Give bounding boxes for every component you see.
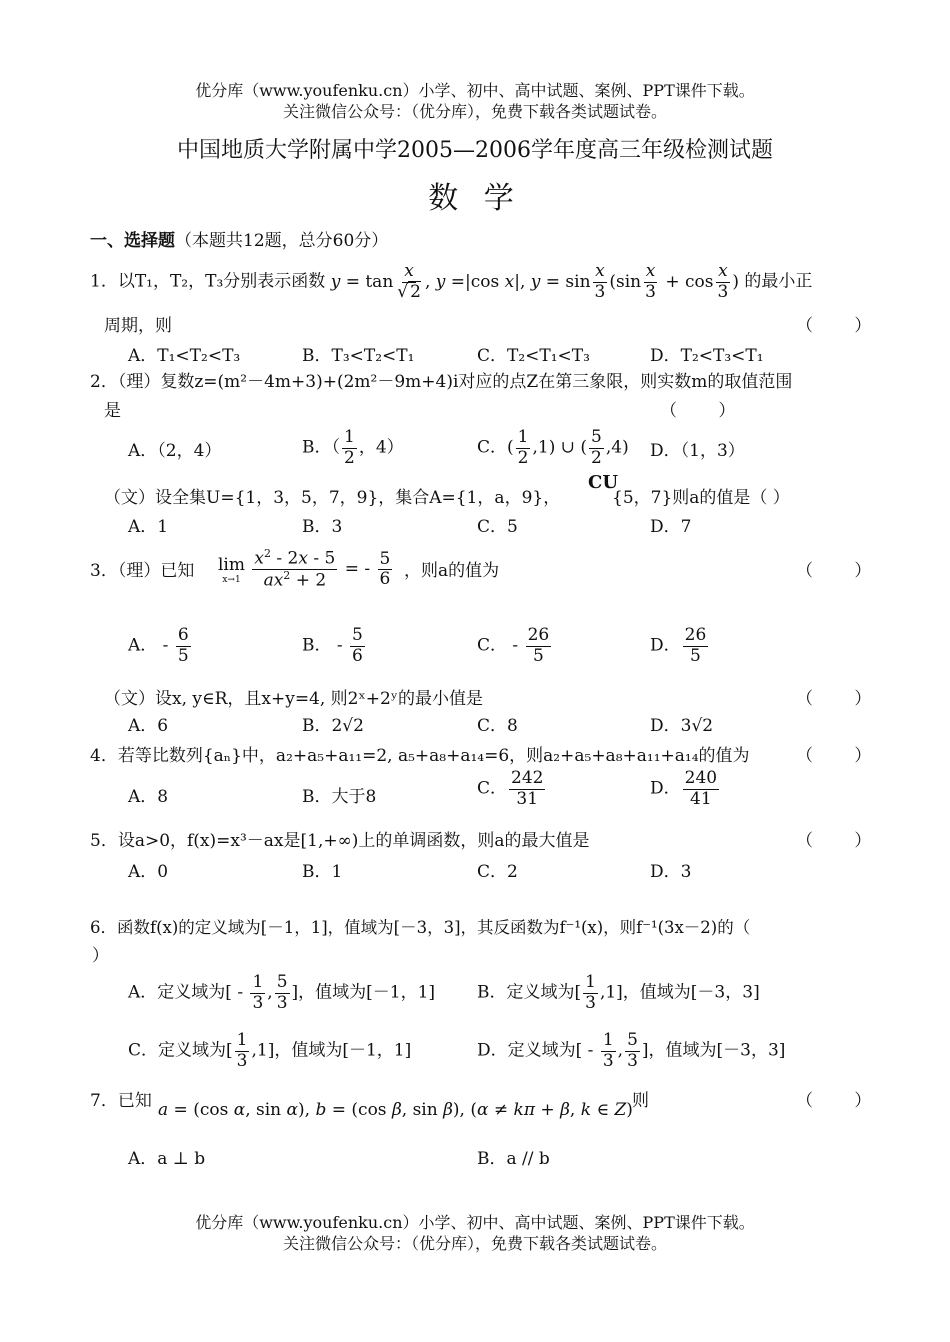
q4-option-a: A．8 [128,787,169,807]
q2-text: 2．（理）复数z=(m²－4m+3)+(2m²－9m+4)i对应的点Z在第三象限，则实数m的取值范围 [90,372,793,392]
q1-option-a: A．T₁<T₂<T₃ [128,346,241,366]
q7-formula: a = (cos α, sin α), b = (cos β, sin β), (α ≠ kπ + β, k ∈ Z) [158,1100,633,1120]
q2-wen-option-b: B．3 [302,517,343,537]
q6-option-c: C．定义域为[ $\frac{1}{3}$ ,1]，值域为[－1，1] [128,1030,412,1071]
q1-text-b: 的最小正 [744,271,813,292]
header-line-2: 关注微信公众号：（优分库），免费下载各类试题试卷。 [282,102,667,121]
section-heading-label: 一、选择题 [90,231,175,251]
q2-option-d: D．（1，3） [650,441,745,461]
q3-text: 3．（理）已知 [90,561,195,581]
q7-option-b: B．a // b [477,1149,550,1169]
q3-option-d: D． $\frac{26}{5}$ [650,625,707,666]
q6-text: 6．函数f(x)的定义域为[－1，1]，值域为[－3，3]，其反函数为f⁻¹(x)，则f⁻¹(3x－2)的（ [90,918,751,937]
q1-option-b: B．T₃<T₂<T₁ [302,346,415,366]
footer-line-1: 优分库（www.youfenku.cn）小学、初中、高中试题、案例、PPT课件下载。 [195,1213,755,1232]
subject-title: 数 学 [428,181,522,216]
q1-option-c: C．T₂<T₁<T₃ [477,346,590,366]
q6-text-b: ） [92,946,109,966]
question-1 [90,262,812,302]
q2-wen-option-c: C．5 [477,517,518,537]
q2-text-b: 是 [104,401,121,421]
q5-answer-blank: （ ） [796,831,890,851]
q3-option-a: A． - $\frac{6}{5}$ [128,625,189,666]
q2-wen-text-b: {5，7}则a的值是（ ） [612,488,790,508]
q3-limit-formula: lim x→1 $\frac{x^2 - 2x - 5}{ax^2 + 2}$ = - $\frac{5}{6}$ [218,547,391,591]
q4-text: 4．若等比数列{aₙ}中，a₂+a₅+a₁₁=2, a₅+a₈+a₁₄=6，则a₂+a₅+a₈+a₁₁+a₁₄的值为 [90,746,750,766]
q3-wen-option-c: C．8 [477,716,518,736]
q4-option-b: B．大于8 [302,787,377,807]
q3-answer-blank: （ ） [796,561,890,581]
q5-text: 5．设a>0，f(x)=x³－ax是[1,+∞)上的单调函数，则a的最大值是 [90,831,590,851]
header-line-1: 优分库（www.youfenku.cn）小学、初中、高中试题、案例、PPT课件下载。 [195,81,755,100]
q1-text: 1．以T₁，T₂，T₃分别表示函数 [90,271,326,292]
q3-text-b: ，则a的值为 [404,561,500,581]
q3-wen-option-b: B．2√2 [302,716,364,736]
q3-wen-text: （文）设x, y∈R，且x+y=4, 则2ˣ+2ʸ的最小值是 [104,689,483,709]
q2-wen-option-d: D．7 [650,517,692,537]
q2-option-c: C．( $\frac{1}{2}$ ,1) ∪ ( $\frac{5}{2}$ ,4) [477,427,629,468]
q3-option-c: C． - $\frac{26}{5}$ [477,625,550,666]
q5-option-a: A．0 [128,862,169,882]
q5-option-b: B．1 [302,862,343,882]
complement-symbol: CU [588,472,619,493]
q5-option-c: C．2 [477,862,518,882]
exam-title: 中国地质大学附属中学2005—2006学年度高三年级检测试题 [177,138,773,163]
q7-text-b: 则 [632,1091,649,1111]
q3-wen-option-a: A．6 [128,716,169,736]
q7-answer-blank: （ ） [796,1091,890,1111]
q2-wen-option-a: A．1 [128,517,169,537]
footer-line-2: 关注微信公众号：（优分库），免费下载各类试题试卷。 [282,1234,667,1253]
q6-option-a: A．定义域为[ - $\frac{1}{3}$ , $\frac{5}{3}$ ]，值域为[－1，1] [128,972,436,1013]
q1-text-c: 周期，则 [104,316,172,336]
q1-answer-blank: （ ） [796,316,890,336]
q2-wen-text: （文）设全集U={1，3，5，7，9}，集合A={1，a，9}， [104,488,561,508]
q2-option-b: B．（ $\frac{1}{2}$ ，4） [302,427,404,468]
q1-option-d: D．T₂<T₃<T₁ [650,346,764,366]
q4-answer-blank: （ ） [796,746,890,766]
q1-formula: y = tan $\frac{x}{√ 2}$ , y =|cos x|, y = sin $\frac{x}{3}$ (sin $\frac{x}{3}$ + cos $\frac{x}{3}$ ) [330,261,745,302]
q3-wen-option-d: D．3√2 [650,716,714,736]
section-heading [90,226,388,251]
q7-text: 7．已知 [90,1091,152,1111]
q7-option-a: A．a ⊥ b [128,1149,206,1169]
q2-answer-blank: （ ） [660,401,754,421]
q4-option-d: D． $\frac{240}{41}$ [650,768,718,809]
q3-wen-answer-blank: （ ） [796,689,890,709]
q6-option-b: B．定义域为[ $\frac{1}{3}$ ,1]，值域为[－3，3] [477,972,760,1013]
q6-option-d: D．定义域为[ - $\frac{1}{3}$ , $\frac{5}{3}$ ]，值域为[－3，3] [477,1030,786,1071]
section-note: （本题共12题，总分60分） [175,231,389,251]
q5-option-d: D．3 [650,862,692,882]
q3-option-b: B． - $\frac{5}{6}$ [302,625,363,666]
q4-option-c: C． $\frac{242}{31}$ [477,768,544,809]
q2-option-a: A．（2，4） [128,441,222,461]
